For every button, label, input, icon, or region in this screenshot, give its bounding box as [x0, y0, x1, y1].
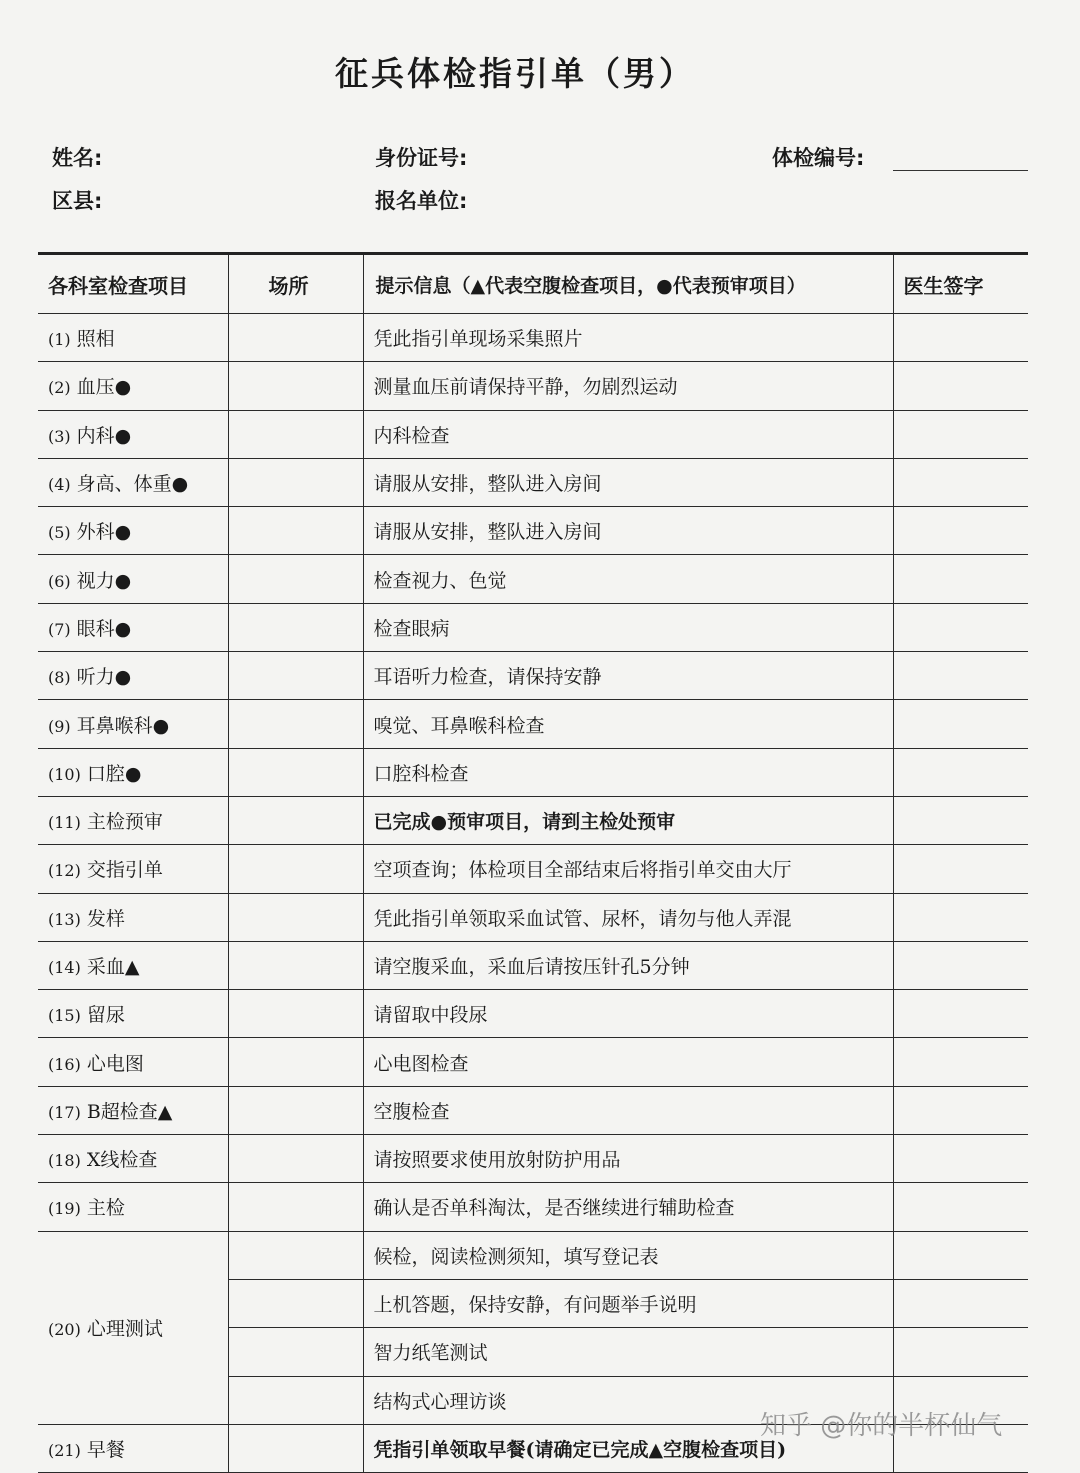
- item-number: (7): [48, 619, 71, 639]
- hint-cell: 检查视力、色觉: [363, 555, 893, 603]
- table-header-row: [38, 254, 1028, 314]
- hint-cell: 确认是否单科淘汰，是否继续进行辅助检查: [363, 1183, 893, 1231]
- item-name: 主检: [86, 1197, 125, 1220]
- item-number: (3): [48, 426, 71, 446]
- signature-cell: [893, 555, 1028, 603]
- item-name: 血压●: [76, 376, 132, 399]
- signature-cell: [893, 1135, 1028, 1183]
- exam-item-cell: [38, 1183, 228, 1231]
- location-cell: [228, 362, 363, 410]
- item-name: 耳鼻喉科●: [76, 714, 170, 737]
- signature-cell: [893, 1086, 1028, 1134]
- hint-cell: 心电图检查: [363, 1038, 893, 1086]
- item-number: (1): [48, 330, 71, 350]
- item-name: 主检预审: [86, 811, 163, 834]
- exam-item-cell: [38, 555, 228, 603]
- signature-cell: [893, 362, 1028, 410]
- item-name: 交指引单: [86, 859, 163, 882]
- hint-cell: 智力纸笔测试: [363, 1328, 893, 1376]
- exam-item-cell: [38, 1086, 228, 1134]
- table-row: [38, 1086, 1028, 1134]
- table-row: [38, 507, 1028, 555]
- item-number: (6): [48, 571, 71, 591]
- location-cell: [228, 507, 363, 555]
- location-cell: [228, 796, 363, 844]
- location-cell: [228, 1135, 363, 1183]
- location-cell: [228, 893, 363, 941]
- exam-item-cell: [38, 314, 228, 362]
- hint-cell: 已完成●预审项目，请到主检处预审: [363, 796, 893, 844]
- table-row: [38, 1135, 1028, 1183]
- hint-cell: 请服从安排，整队进入房间: [363, 458, 893, 506]
- signature-cell: [893, 748, 1028, 796]
- location-cell: [228, 1424, 363, 1472]
- location-cell: [228, 314, 363, 362]
- hint-cell: 凭此指引单现场采集照片: [363, 314, 893, 362]
- table-row: [38, 1231, 1028, 1279]
- item-name: 心理测试: [86, 1318, 163, 1341]
- exam-table: [38, 252, 1028, 1473]
- location-cell: [228, 1038, 363, 1086]
- signature-cell: [893, 314, 1028, 362]
- hint-cell: 空项查询；体检项目全部结束后将指引单交由大厅: [363, 845, 893, 893]
- signature-cell: [893, 410, 1028, 458]
- location-cell: [228, 845, 363, 893]
- item-name: 视力●: [76, 569, 132, 592]
- hint-cell: 上机答题，保持安静，有问题举手说明: [363, 1279, 893, 1327]
- signature-cell: [893, 893, 1028, 941]
- item-number: (10): [48, 764, 81, 784]
- item-name: B超检查▲: [86, 1100, 173, 1123]
- id-number-label: 身份证号:: [375, 146, 468, 170]
- item-name: 眼科●: [76, 617, 132, 640]
- location-cell: [228, 990, 363, 1038]
- table-row: [38, 410, 1028, 458]
- hint-cell: 检查眼病: [363, 603, 893, 651]
- item-name: X线检查: [86, 1149, 158, 1172]
- registration-unit-label: 报名单位:: [375, 189, 468, 213]
- hint-cell: 测量血压前请保持平静，勿剧烈运动: [363, 362, 893, 410]
- location-cell: [228, 1376, 363, 1424]
- hint-cell: 请空腹采血，采血后请按压针孔5分钟: [363, 941, 893, 989]
- location-cell: [228, 603, 363, 651]
- location-cell: [228, 1183, 363, 1231]
- item-name: 早餐: [86, 1438, 125, 1461]
- header-doctor-signature: 医生签字: [893, 254, 1028, 314]
- signature-cell: [893, 603, 1028, 651]
- signature-cell: [893, 1038, 1028, 1086]
- location-cell: [228, 410, 363, 458]
- table-row: [38, 845, 1028, 893]
- table-row: [38, 893, 1028, 941]
- signature-cell: [893, 796, 1028, 844]
- item-name: 发样: [86, 907, 125, 930]
- hint-cell: 候检，阅读检测须知，填写登记表: [363, 1231, 893, 1279]
- hint-cell: 嗅觉、耳鼻喉科检查: [363, 700, 893, 748]
- item-name: 外科●: [76, 521, 132, 544]
- hint-cell: 内科检查: [363, 410, 893, 458]
- item-number: (20): [48, 1320, 81, 1340]
- item-number: (21): [48, 1440, 81, 1460]
- location-cell: [228, 1086, 363, 1134]
- exam-item-cell: [38, 1424, 228, 1472]
- location-cell: [228, 748, 363, 796]
- table-row: [38, 941, 1028, 989]
- table-row: [38, 1038, 1028, 1086]
- location-cell: [228, 1328, 363, 1376]
- location-cell: [228, 941, 363, 989]
- table-row: [38, 603, 1028, 651]
- table-row: [38, 990, 1028, 1038]
- exam-item-cell: [38, 458, 228, 506]
- table-row: [38, 1183, 1028, 1231]
- item-name: 内科●: [76, 424, 132, 447]
- item-number: (12): [48, 861, 81, 881]
- signature-cell: [893, 941, 1028, 989]
- table-row: [38, 555, 1028, 603]
- exam-item-cell: [38, 652, 228, 700]
- signature-cell: [893, 990, 1028, 1038]
- hint-cell: 请服从安排，整队进入房间: [363, 507, 893, 555]
- exam-item-cell: [38, 748, 228, 796]
- hint-cell: 请留取中段尿: [363, 990, 893, 1038]
- header-exam-item: 各科室检查项目: [38, 254, 228, 314]
- table-row: [38, 796, 1028, 844]
- watermark: 知乎 @你的半杯仙气: [760, 1411, 1003, 1441]
- exam-item-cell: [38, 700, 228, 748]
- item-name: 照相: [76, 328, 115, 351]
- hint-cell: 凭此指引单领取采血试管、尿杯，请勿与他人弄混: [363, 893, 893, 941]
- exam-item-cell: [38, 941, 228, 989]
- location-cell: [228, 458, 363, 506]
- hint-cell: 结构式心理访谈: [363, 1376, 893, 1424]
- hint-cell: 耳语听力检查，请保持安静: [363, 652, 893, 700]
- item-number: (9): [48, 716, 71, 736]
- signature-cell: [893, 652, 1028, 700]
- item-name: 口腔●: [86, 762, 142, 785]
- item-number: (8): [48, 668, 71, 688]
- signature-cell: [893, 1183, 1028, 1231]
- name-label: 姓名:: [52, 146, 103, 170]
- location-cell: [228, 700, 363, 748]
- location-cell: [228, 652, 363, 700]
- signature-cell: [893, 845, 1028, 893]
- exam-item-cell: [38, 1135, 228, 1183]
- header-location: 场所: [228, 254, 363, 314]
- item-number: (11): [48, 813, 81, 833]
- table-row: [38, 700, 1028, 748]
- exam-item-cell: [38, 845, 228, 893]
- item-number: (13): [48, 909, 81, 929]
- exam-item-cell: [38, 990, 228, 1038]
- exam-item-cell: [38, 796, 228, 844]
- item-name: 听力●: [76, 666, 132, 689]
- county-label: 区县:: [52, 189, 103, 213]
- item-name: 身高、体重●: [76, 473, 189, 496]
- item-number: (17): [48, 1102, 81, 1122]
- exam-item-cell: [38, 362, 228, 410]
- location-cell: [228, 1279, 363, 1327]
- exam-item-cell: [38, 603, 228, 651]
- exam-item-cell: [38, 1231, 228, 1424]
- hint-cell: 请按照要求使用放射防护用品: [363, 1135, 893, 1183]
- table-row: [38, 314, 1028, 362]
- table-row: [38, 362, 1028, 410]
- item-number: (19): [48, 1199, 81, 1219]
- location-cell: [228, 555, 363, 603]
- exam-item-cell: [38, 410, 228, 458]
- signature-cell: [893, 458, 1028, 506]
- signature-cell: [893, 700, 1028, 748]
- item-number: (16): [48, 1054, 81, 1074]
- table-row: [38, 652, 1028, 700]
- signature-cell: [893, 1231, 1028, 1279]
- item-number: (2): [48, 378, 71, 398]
- item-name: 留尿: [86, 1004, 125, 1027]
- item-number: (14): [48, 958, 81, 977]
- exam-number-blank-line: [893, 170, 1028, 171]
- exam-item-cell: [38, 1038, 228, 1086]
- exam-item-cell: [38, 893, 228, 941]
- item-number: (18): [48, 1151, 81, 1171]
- table-row: [38, 458, 1028, 506]
- page-title: 征兵体检指引单（男）: [335, 54, 695, 93]
- header-hint: 提示信息（▲代表空腹检查项目，●代表预审项目）: [363, 254, 893, 314]
- hint-cell: 凭指引单领取早餐(请确定已完成▲空腹检查项目): [363, 1424, 893, 1472]
- exam-number-label: 体检编号:: [772, 146, 865, 170]
- item-number: (15): [48, 1006, 81, 1026]
- signature-cell: [893, 507, 1028, 555]
- hint-cell: 口腔科检查: [363, 748, 893, 796]
- table-row: [38, 748, 1028, 796]
- item-number: (4): [48, 475, 71, 495]
- item-number: (5): [48, 523, 71, 543]
- item-name: 采血▲: [86, 956, 140, 978]
- exam-item-cell: [38, 507, 228, 555]
- location-cell: [228, 1231, 363, 1279]
- signature-cell: [893, 1279, 1028, 1327]
- signature-cell: [893, 1328, 1028, 1376]
- hint-cell: 空腹检查: [363, 1086, 893, 1134]
- item-name: 心电图: [86, 1052, 144, 1075]
